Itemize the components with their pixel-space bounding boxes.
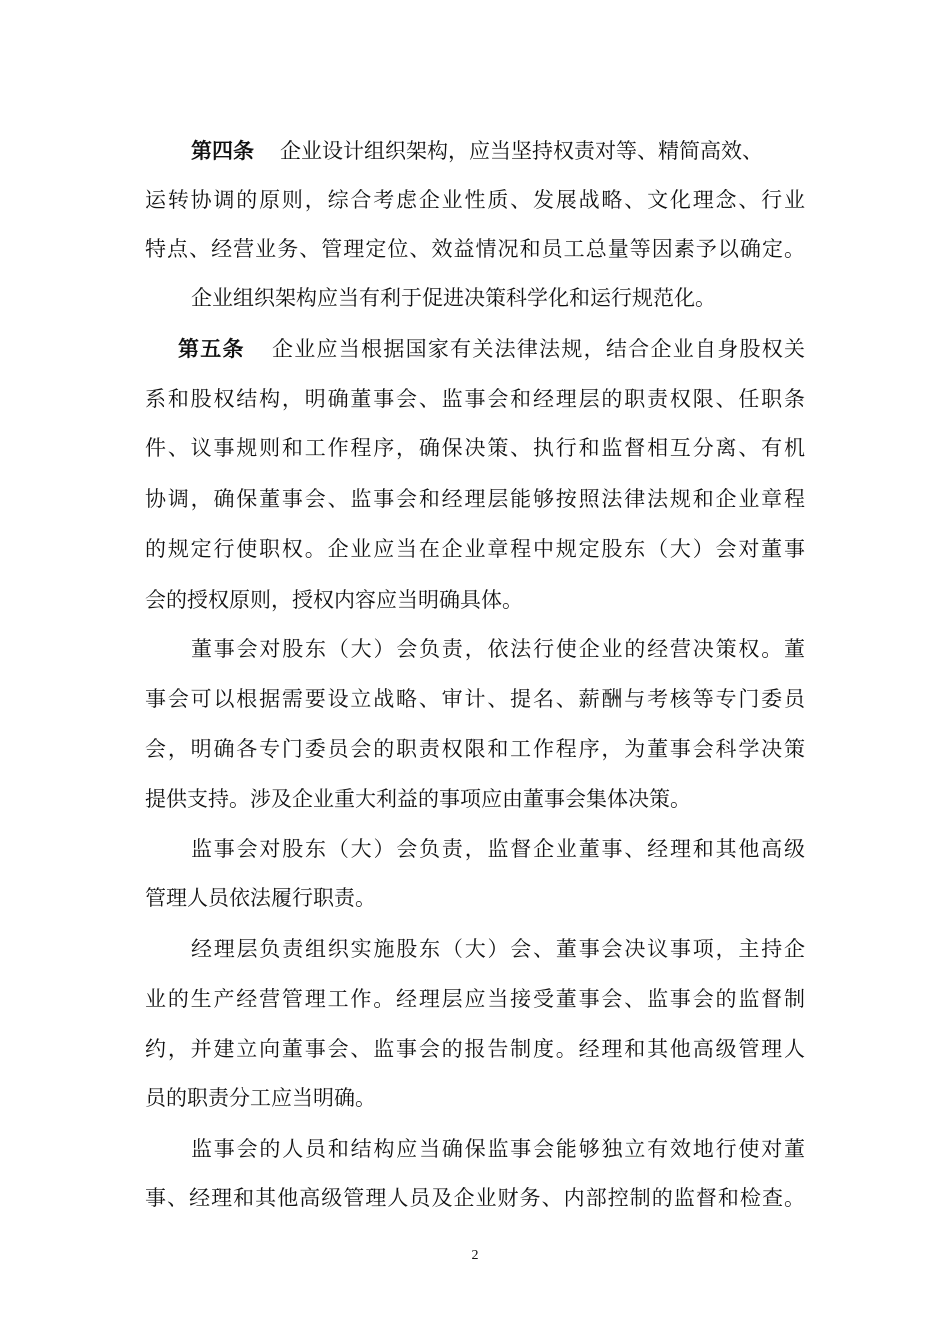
article4-line-1 (191, 139, 805, 163)
supervisory-line-1: 监事会对股东（大）会负责，监督企业董事、经理和其他高级 (191, 837, 805, 861)
supervisory-structure-line-1: 监事会的人员和结构应当确保监事会能够独立有效地行使对董 (191, 1137, 805, 1161)
article5-text-1: 企业应当根据国家有关法律法规，结合企业自身股权关 (270, 337, 806, 361)
article4-paragraph-2: 企业组织架构应当有利于促进决策科学化和运行规范化。 (191, 286, 716, 310)
supervisory-structure-line-2: 事、经理和其他高级管理人员及企业财务、内部控制的监督和检查。 (145, 1186, 805, 1210)
article4-line-3: 特点、经营业务、管理定位、效益情况和员工总量等因素予以确定。 (145, 237, 805, 261)
board-line-4: 提供支持。涉及企业重大利益的事项应由董事会集体决策。 (145, 787, 691, 811)
article4-line-2: 运转协调的原则，综合考虑企业性质、发展战略、文化理念、行业 (145, 188, 805, 212)
management-line-4: 员的职责分工应当明确。 (145, 1086, 376, 1110)
board-line-2: 事会可以根据需要设立战略、审计、提名、薪酬与考核等专门委员 (145, 687, 805, 711)
management-line-3: 约，并建立向董事会、监事会的报告制度。经理和其他高级管理人 (145, 1037, 805, 1061)
article5-heading: 第五条 (178, 337, 245, 361)
management-line-2: 业的生产经营管理工作。经理层应当接受董事会、监事会的监督制 (145, 987, 805, 1011)
article4-text-1: 企业设计组织架构，应当坚持权责对等、精简高效、 (280, 139, 763, 163)
article5-line-3: 件、议事规则和工作程序，确保决策、执行和监督相互分离、有机 (145, 436, 805, 460)
board-line-1: 董事会对股东（大）会负责，依法行使企业的经营决策权。董 (191, 637, 805, 661)
article5-line-4: 协调，确保董事会、监事会和经理层能够按照法律法规和企业章程 (145, 487, 805, 511)
article4-heading: 第四条 (191, 139, 254, 163)
management-line-1: 经理层负责组织实施股东（大）会、董事会决议事项，主持企 (191, 937, 805, 961)
supervisory-line-2: 管理人员依法履行职责。 (145, 886, 376, 910)
board-line-3: 会，明确各专门委员会的职责权限和工作程序，为董事会科学决策 (145, 737, 805, 761)
article5-line-6: 会的授权原则，授权内容应当明确具体。 (145, 588, 523, 612)
article5-line-1 (178, 337, 805, 361)
page-number: 2 (471, 1248, 479, 1263)
article5-line-5: 的规定行使职权。企业应当在企业章程中规定股东（大）会对董事 (145, 537, 805, 561)
article5-line-2: 系和股权结构，明确董事会、监事会和经理层的职责权限、任职条 (145, 387, 805, 411)
